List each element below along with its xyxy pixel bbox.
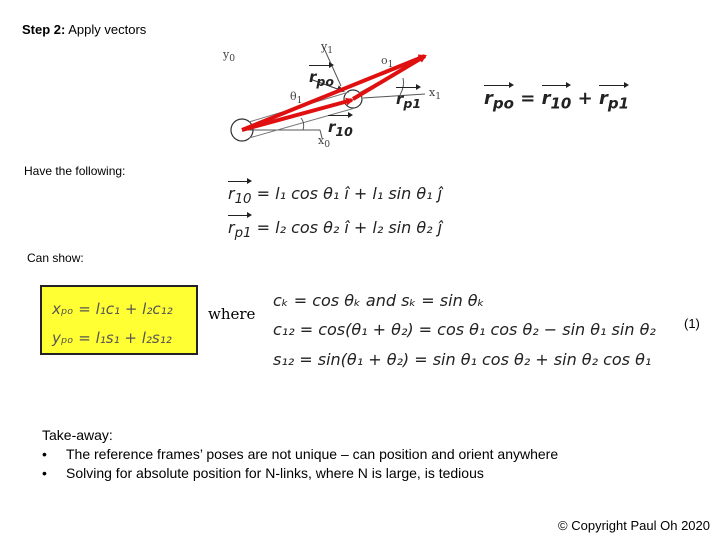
equation-number: (1) xyxy=(684,316,700,331)
takeaway-bullet: • Solving for absolute position for N-links, where N is large, is tedious xyxy=(42,465,484,481)
c12-definition: c₁₂ = cos(θ₁ + θ₂) = cos θ₁ cos θ₂ − sin θ₁ sin θ₂ xyxy=(273,320,656,339)
y1-label: $y_1$ xyxy=(321,40,334,57)
slide-step-heading xyxy=(22,22,146,37)
s12-definition: s₁₂ = sin(θ₁ + θ₂) = sin θ₁ cos θ₂ + sin θ₂ cos θ₁ xyxy=(273,350,652,369)
r10-label: $r_{10}$ xyxy=(328,118,353,139)
have-following-label: Have the following: xyxy=(24,164,126,178)
vector-sum-equation: $r_{po} = r_{10} + r_{p1}$ xyxy=(484,88,630,113)
theta1-arc xyxy=(301,118,304,130)
o1-label: $o_1$ xyxy=(381,54,394,71)
takeaway-bullet: • The reference frames’ poses are not unique – can position and orient anywhere xyxy=(42,446,559,462)
ypo-equation: yₚₒ = l₁s₁ + l₂s₁₂ xyxy=(52,329,172,347)
takeaway-section xyxy=(42,426,558,483)
can-show-label: Can show: xyxy=(27,251,84,265)
step-label: Step 2: xyxy=(22,22,66,37)
ck-sk-definition: cₖ = cos θₖ and sₖ = sin θₖ xyxy=(273,291,485,310)
y0-label: $y_0$ xyxy=(223,48,236,65)
rp1-equation: $r_{p1} = l_2$ cos θ₂ î + l₂ sin θ₂ ĵ xyxy=(228,218,443,242)
x0-label: $x_0$ xyxy=(318,134,331,151)
where-label: where xyxy=(208,305,256,323)
r10-equation: $r_{10} = l_1$ cos θ₁ î + l₁ sin θ₁ ĵ xyxy=(228,184,443,208)
rpo-label: $r_{po}$ xyxy=(309,68,334,89)
rp1-label: $r_{p1}$ xyxy=(396,90,422,111)
step-title: Apply vectors xyxy=(65,22,147,37)
theta1-label: $\theta_1$ xyxy=(290,90,303,107)
takeaway-title: Take-away: xyxy=(42,427,113,443)
xpo-equation: xₚₒ = l₁c₁ + l₂c₁₂ xyxy=(52,300,173,318)
copyright-notice: © Copyright Paul Oh 2020 xyxy=(558,518,710,533)
x1-label: $x_1$ xyxy=(429,86,442,103)
